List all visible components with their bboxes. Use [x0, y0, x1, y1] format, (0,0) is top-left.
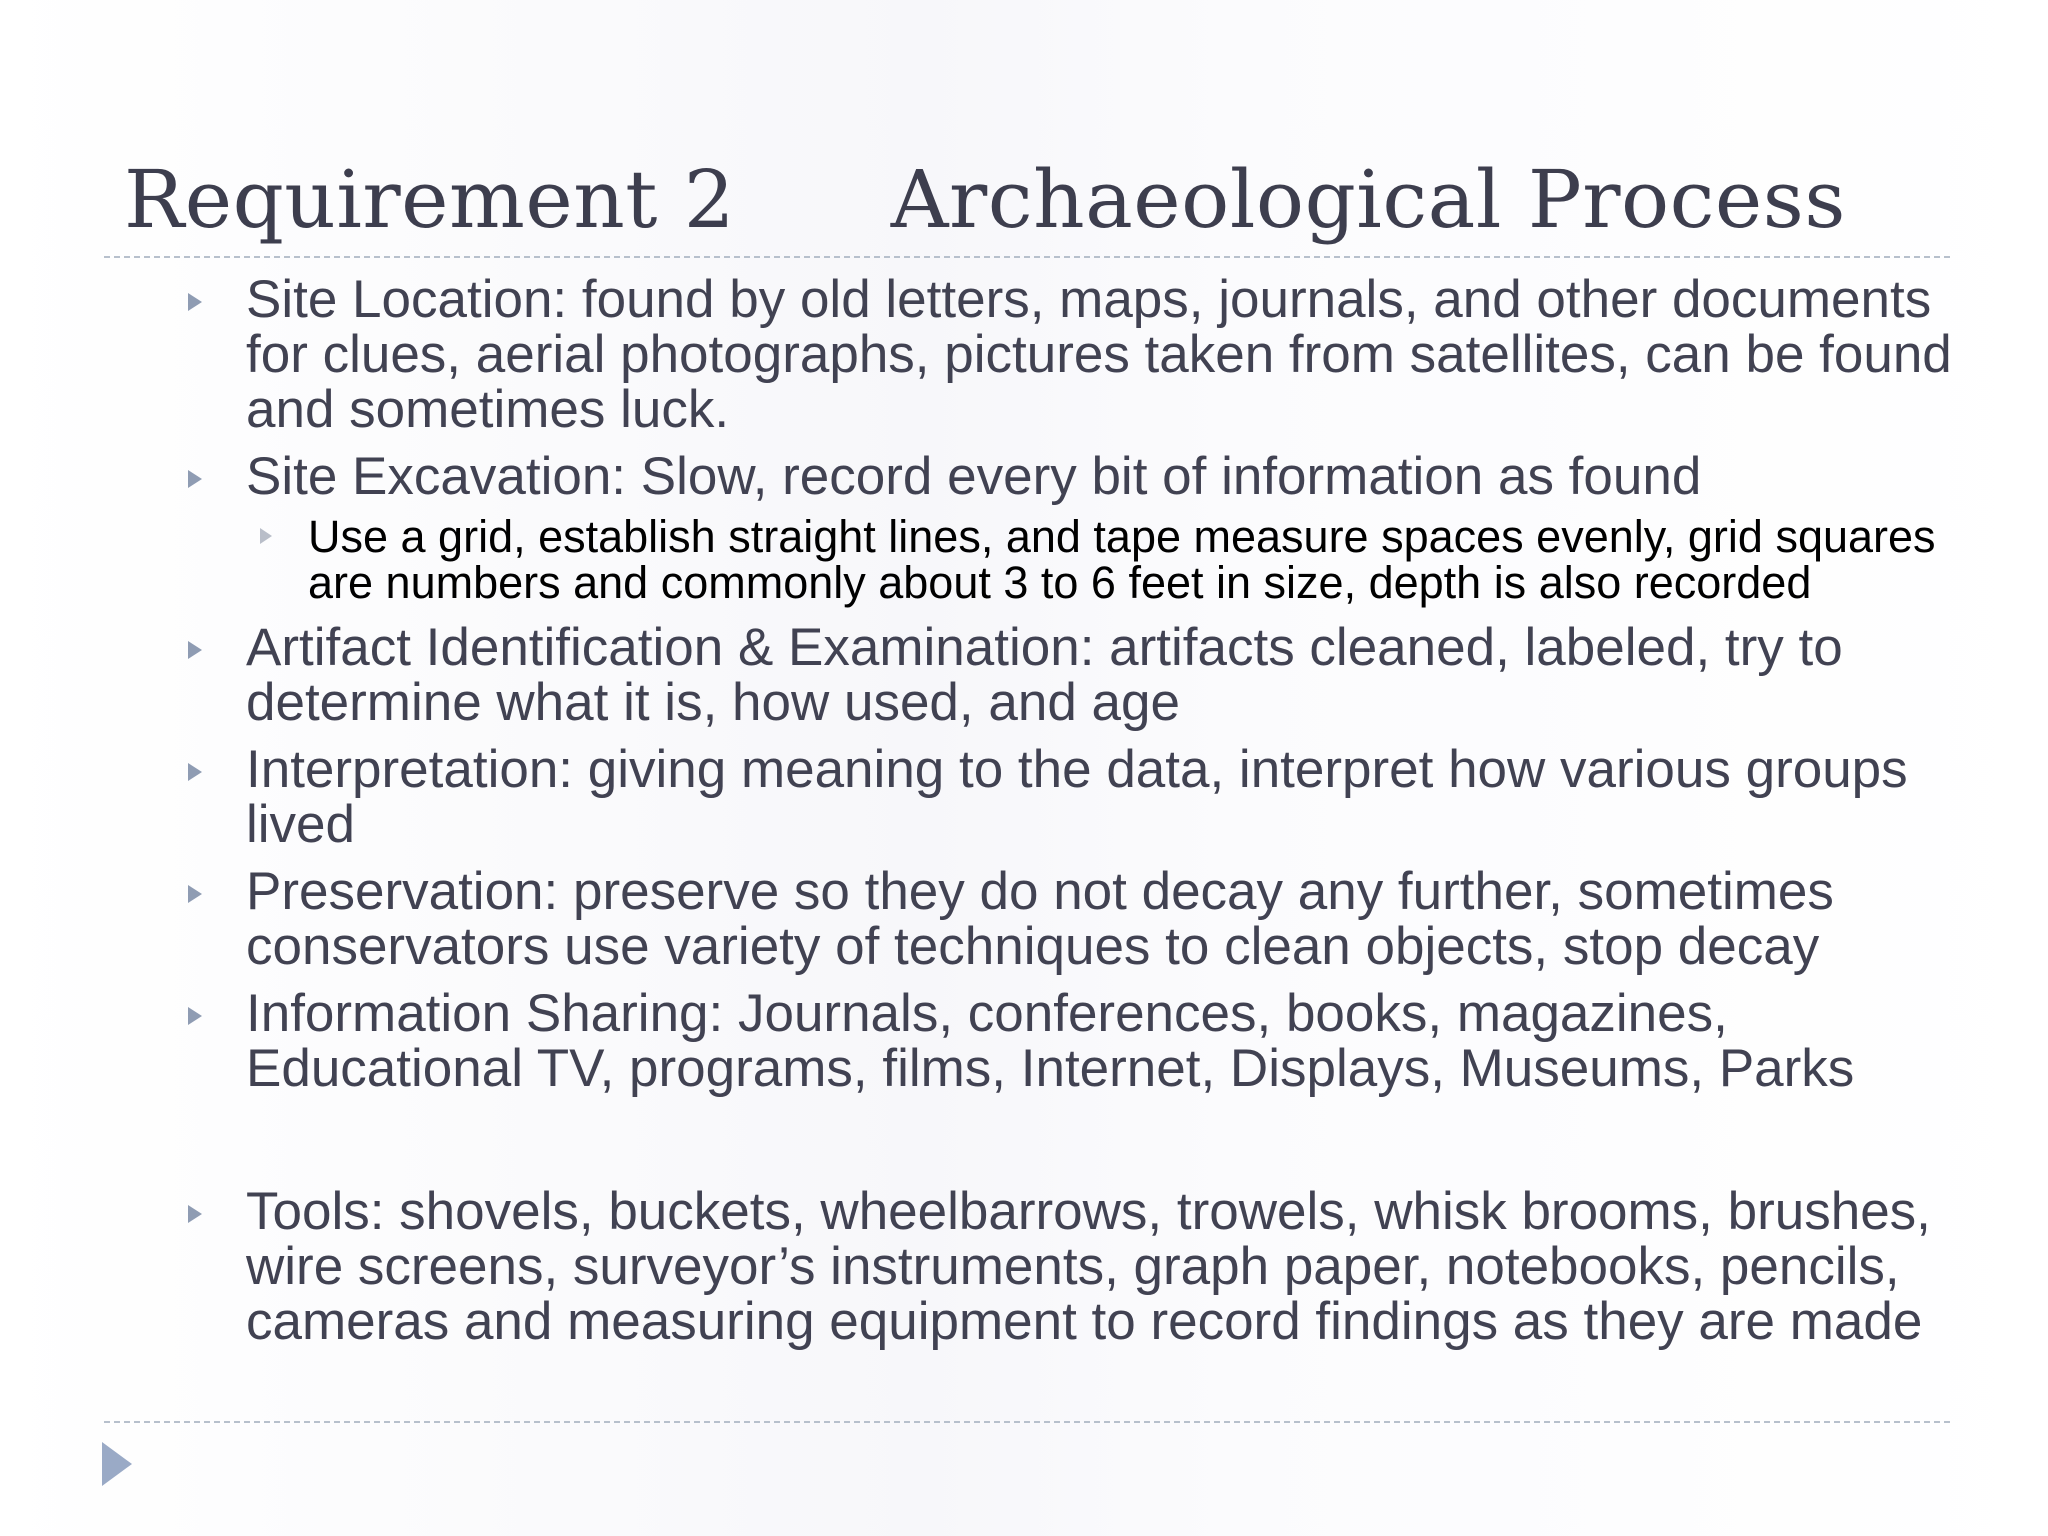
bullet-item-preservation	[0, 864, 2048, 974]
bullet-item-artifact-identification	[0, 620, 2048, 730]
sub-bullet-text: Use a grid, establish straight lines, and tape measure spaces evenly, grid squares are numbers and commonly about 3 to 6 feet in size, depth is also recorded	[308, 511, 1936, 608]
bullet-item-interpretation	[0, 742, 2048, 852]
bullet-item-tools	[0, 1184, 2048, 1349]
sub-bullet-item-grid	[0, 511, 2048, 608]
triangle-right-icon	[188, 470, 202, 488]
bullet-list	[0, 272, 2048, 1361]
slide-marker-triangle-icon	[102, 1442, 132, 1486]
triangle-right-icon	[188, 763, 202, 781]
bullet-text: Information Sharing: Journals, conferences, books, magazines, Educational TV, programs, films, Internet, Displays, Museums, Parks	[246, 984, 1855, 1098]
spacer	[0, 1108, 2048, 1184]
footer-divider	[104, 1421, 1950, 1423]
triangle-right-icon	[188, 885, 202, 903]
bullet-text: Site Location: found by old letters, maps, journals, and other documents for clues, aerial photographs, pictures taken from satellites, can be found and sometimes luck.	[246, 270, 1952, 439]
bullet-item-site-excavation	[0, 449, 2048, 504]
bullet-item-information-sharing	[0, 986, 2048, 1096]
triangle-right-icon	[260, 528, 272, 544]
triangle-right-icon	[188, 1007, 202, 1025]
bullet-item-site-location	[0, 272, 2048, 437]
bullet-text: Interpretation: giving meaning to the data, interpret how various groups lived	[246, 740, 1908, 854]
triangle-right-icon	[188, 293, 202, 311]
bullet-text: Tools: shovels, buckets, wheelbarrows, trowels, whisk brooms, brushes, wire screens, surveyor’s instruments, graph paper, notebooks, pencils, cameras and measuring equipment to record findings as they are made	[246, 1182, 1931, 1351]
title-divider	[104, 256, 1950, 258]
triangle-right-icon	[188, 1205, 202, 1223]
bullet-text: Site Excavation: Slow, record every bit of information as found	[246, 447, 1702, 506]
bullet-text: Preservation: preserve so they do not decay any further, sometimes conservators use variety of techniques to clean objects, stop decay	[246, 862, 1834, 976]
bullet-text: Artifact Identification & Examination: artifacts cleaned, labeled, try to determine what it is, how used, and age	[246, 618, 1843, 732]
slide-title: Requirement 2 Archaeological Process	[124, 153, 1846, 246]
triangle-right-icon	[188, 641, 202, 659]
